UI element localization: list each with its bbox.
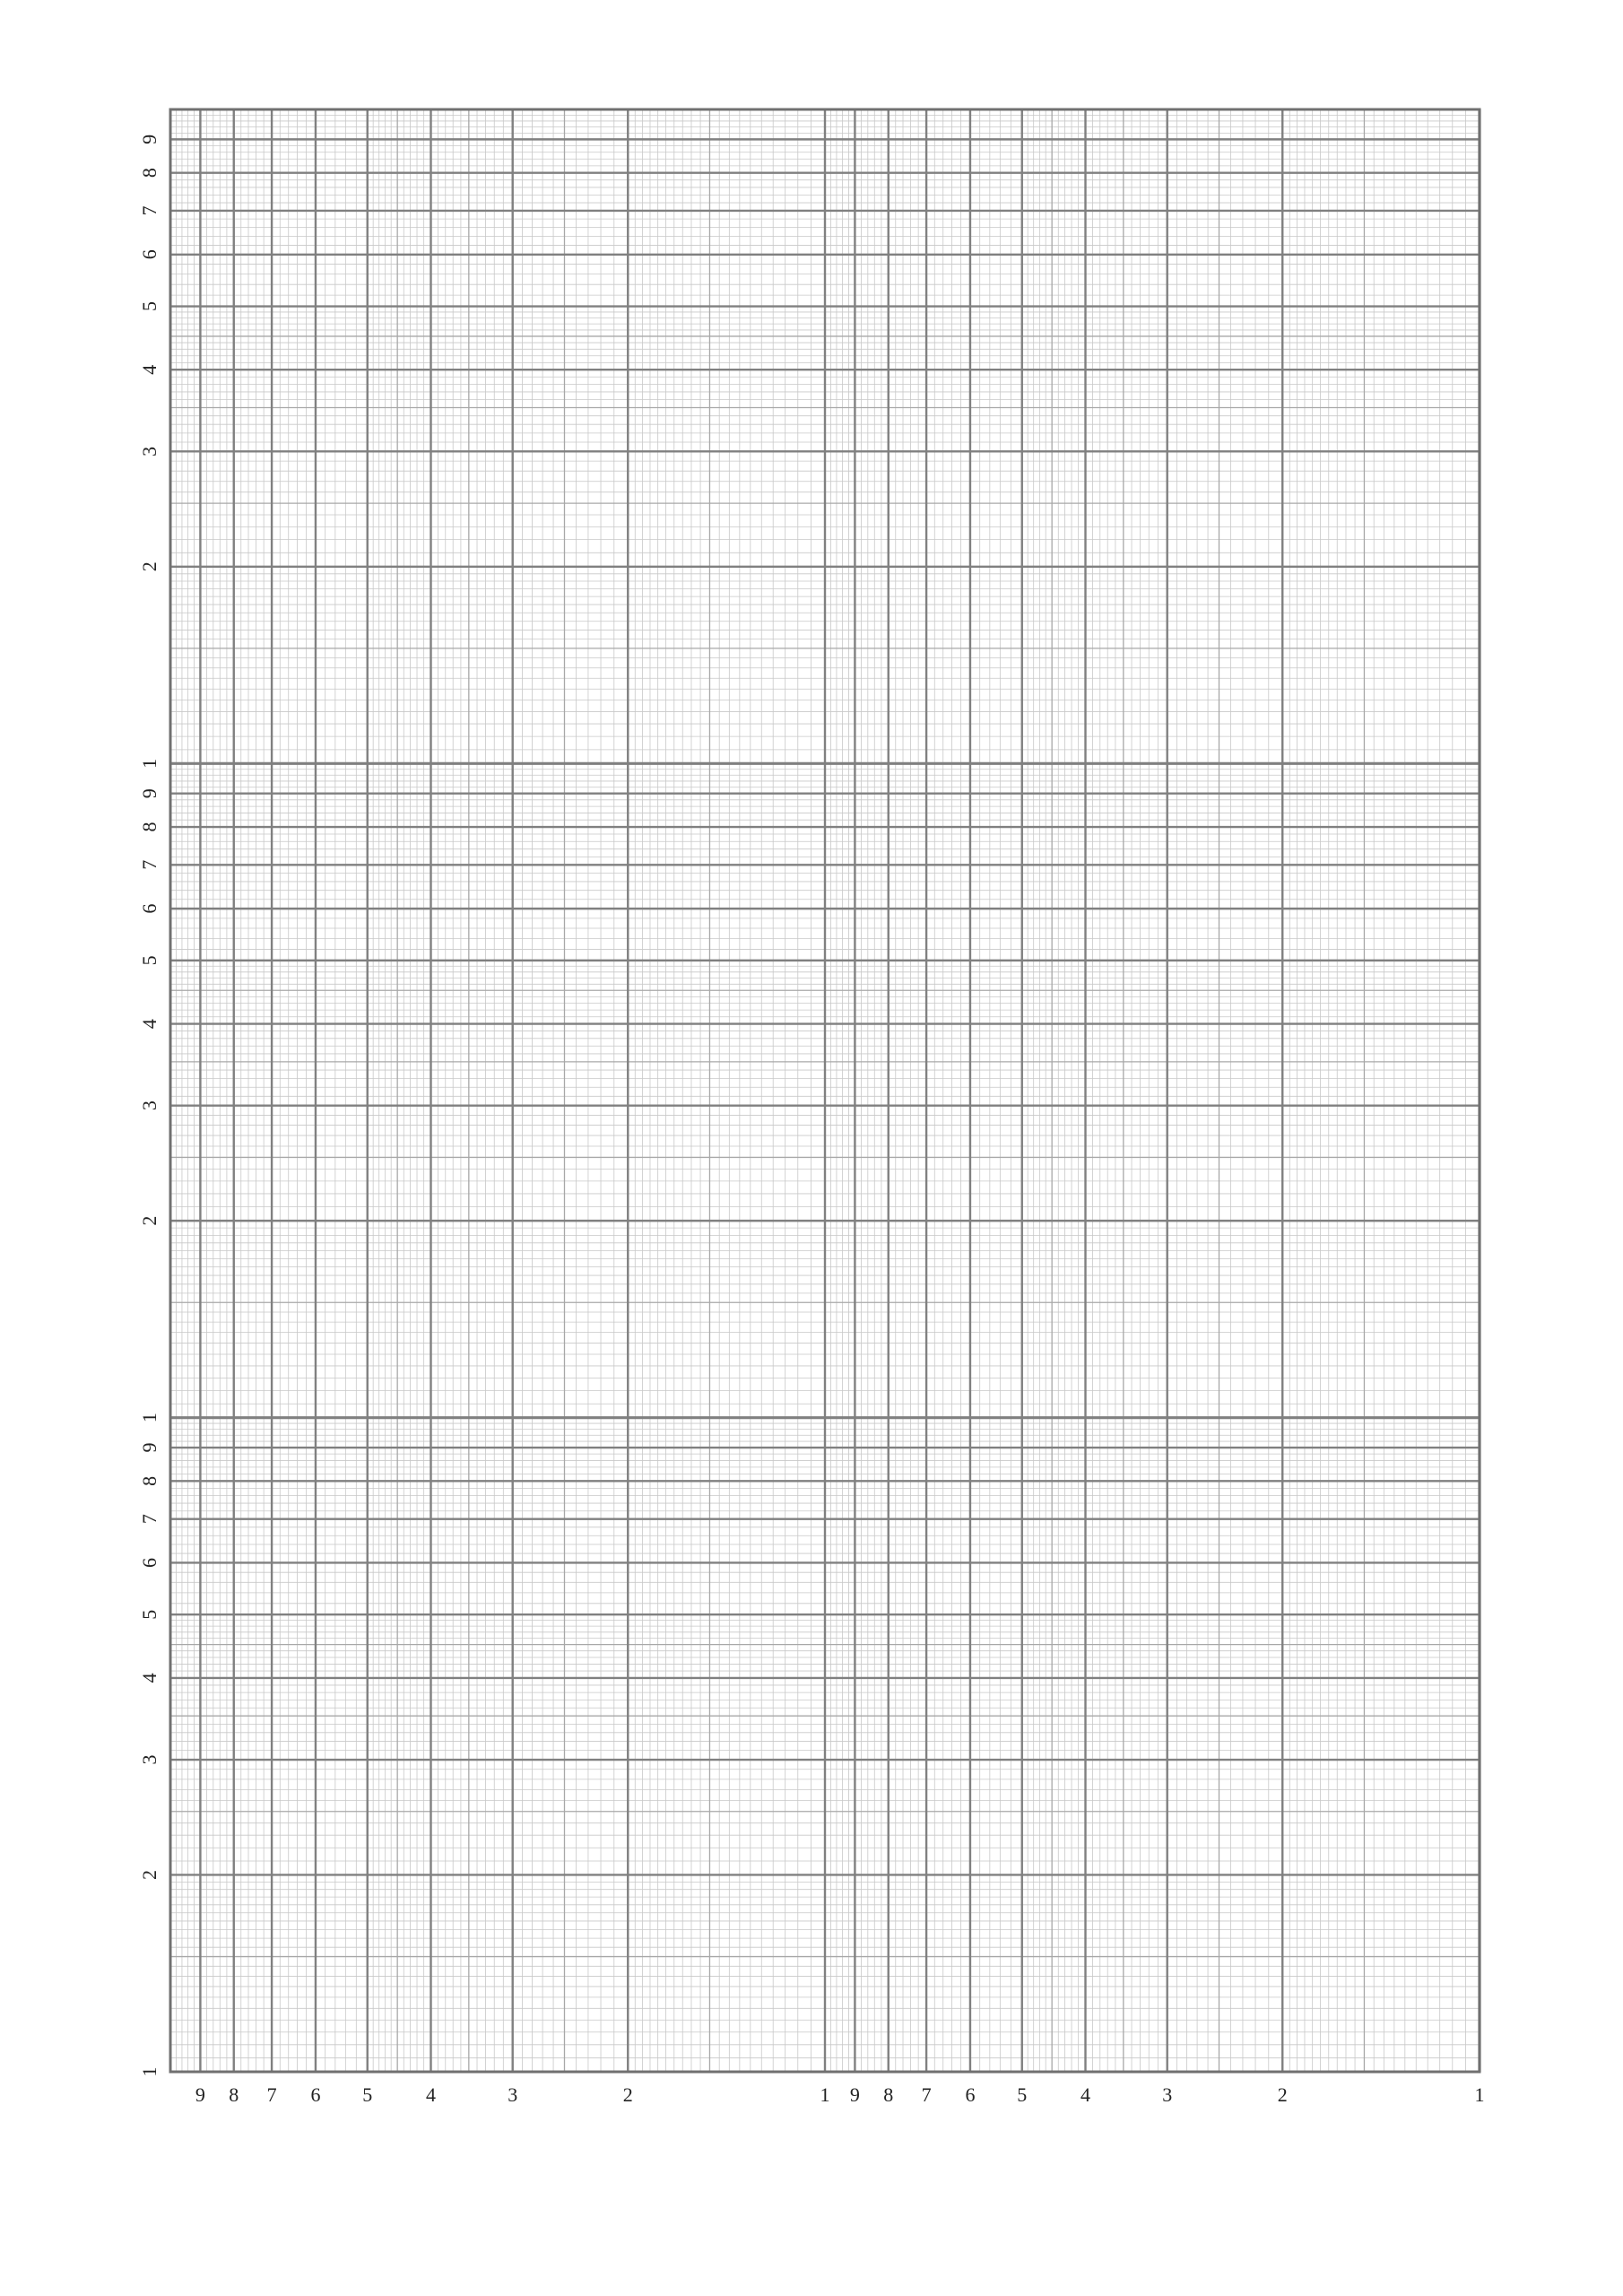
vertical-axis-label: 6 bbox=[138, 1557, 161, 1568]
horizontal-axis-label: 7 bbox=[266, 2083, 277, 2106]
vertical-axis-label: 6 bbox=[138, 903, 161, 914]
horizontal-axis-label: 3 bbox=[1162, 2083, 1173, 2106]
horizontal-axis-label: 9 bbox=[849, 2083, 860, 2106]
vertical-axis-label: 4 bbox=[138, 364, 161, 375]
horizontal-axis-label: 4 bbox=[425, 2083, 436, 2106]
vertical-axis-label: 9 bbox=[138, 1442, 161, 1453]
vertical-axis-label: 8 bbox=[138, 822, 161, 832]
major-grid bbox=[170, 109, 1480, 2072]
vertical-axis-label: 4 bbox=[138, 1019, 161, 1030]
vertical-axis-label: 7 bbox=[138, 205, 161, 216]
vertical-axis-label: 7 bbox=[138, 859, 161, 870]
vertical-axis-label: 5 bbox=[138, 1609, 161, 1620]
vertical-axis-label: 8 bbox=[138, 168, 161, 178]
horizontal-axis-label: 9 bbox=[195, 2083, 205, 2106]
horizontal-axis-label: 5 bbox=[1017, 2083, 1028, 2106]
horizontal-axis-label: 7 bbox=[921, 2083, 932, 2106]
horizontal-axis-label: 8 bbox=[883, 2083, 894, 2106]
vertical-axis-labels bbox=[138, 135, 161, 2077]
horizontal-axis-label: 4 bbox=[1080, 2083, 1090, 2106]
vertical-axis-label: 9 bbox=[138, 134, 161, 144]
horizontal-axis-label: 6 bbox=[965, 2083, 976, 2106]
vertical-axis-label: 6 bbox=[138, 249, 161, 260]
horizontal-axis-label: 2 bbox=[622, 2083, 633, 2106]
vertical-axis-label: 2 bbox=[138, 561, 161, 572]
vertical-axis-label: 5 bbox=[138, 301, 161, 312]
vertical-axis-label: 2 bbox=[138, 1215, 161, 1226]
vertical-axis-label: 7 bbox=[138, 1514, 161, 1525]
vertical-axis-label: 9 bbox=[138, 788, 161, 799]
vertical-axis-label: 5 bbox=[138, 955, 161, 966]
vertical-axis-label: 1 bbox=[138, 2066, 161, 2077]
vertical-axis-label: 1 bbox=[138, 1413, 161, 1423]
vertical-axis-label: 1 bbox=[138, 758, 161, 769]
vertical-axis-label: 3 bbox=[138, 1100, 161, 1111]
horizontal-axis-label: 6 bbox=[310, 2083, 321, 2106]
horizontal-axis-label: 2 bbox=[1277, 2083, 1288, 2106]
horizontal-axis-label: 8 bbox=[229, 2083, 239, 2106]
vertical-axis-label: 3 bbox=[138, 446, 161, 457]
horizontal-axis-label: 1 bbox=[1474, 2083, 1485, 2106]
horizontal-axis-label: 3 bbox=[508, 2083, 518, 2106]
vertical-axis-label: 8 bbox=[138, 1475, 161, 1486]
horizontal-axis-label: 1 bbox=[820, 2083, 830, 2106]
vertical-axis-label: 4 bbox=[138, 1673, 161, 1683]
vertical-axis-label: 2 bbox=[138, 1869, 161, 1880]
horizontal-axis-label: 5 bbox=[362, 2083, 373, 2106]
vertical-axis-label: 3 bbox=[138, 1754, 161, 1765]
horizontal-axis-labels bbox=[195, 2083, 1485, 2106]
